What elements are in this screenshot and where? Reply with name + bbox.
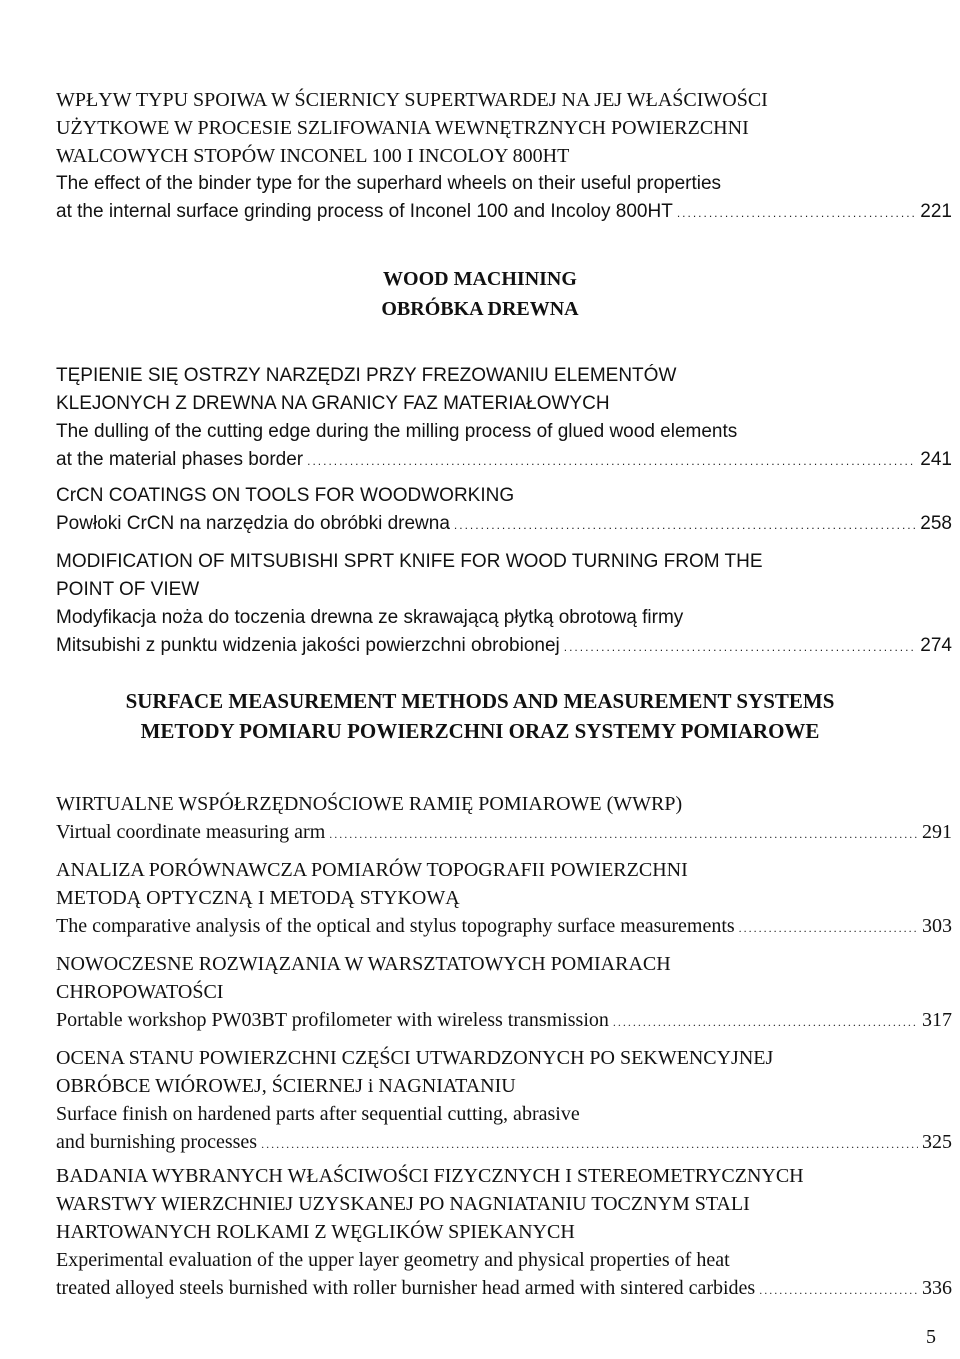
entry-leader-line	[56, 1274, 952, 1304]
page-ref: 336	[922, 1277, 952, 1299]
dot-leader	[739, 914, 918, 942]
entry-leader-line	[56, 510, 952, 539]
page-ref: 241	[920, 449, 952, 470]
entry-leader-line	[56, 1128, 952, 1158]
entry-title-line: The dulling of the cutting edge during the milling process of glued wood elements	[56, 421, 738, 442]
entry-title-line: at the internal surface grinding process of Inconel 100 and Incoloy 800HT	[56, 201, 673, 222]
entry-title-line: Modyfikacja noża do toczenia drewna ze skrawającą płytką obrotową firmy	[56, 607, 684, 628]
dot-leader	[329, 820, 918, 848]
page-ref: 325	[922, 1131, 952, 1153]
entry-title-line: Portable workshop PW03BT profilometer with wireless transmission	[56, 1009, 609, 1031]
page-ref: 291	[922, 821, 952, 843]
toc-entry	[56, 362, 952, 475]
entry-title-line: WALCOWYCH STOPÓW INCONEL 100 I INCOLOY 800HT	[56, 145, 570, 167]
toc-entry	[56, 86, 952, 227]
entry-title-line: at the material phases border	[56, 449, 304, 470]
section-heading	[0, 686, 960, 746]
entry-title-line: CrCN COATINGS ON TOOLS FOR WOODWORKING	[56, 485, 515, 506]
page-number: 5	[926, 1326, 936, 1348]
section-heading-en: SURFACE MEASUREMENT METHODS AND MEASUREMENT SYSTEMS	[125, 689, 835, 713]
page-ref: 317	[922, 1009, 952, 1031]
entry-leader-line	[56, 198, 952, 227]
dot-leader	[759, 1276, 918, 1304]
entry-title-line: ANALIZA PORÓWNAWCZA POMIARÓW TOPOGRAFII POWIERZCHNI	[56, 859, 688, 881]
entry-title-line: Powłoki CrCN na narzędzia do obróbki drewna	[56, 513, 450, 534]
section-heading-pl: OBRÓBKA DREWNA	[381, 298, 579, 320]
dot-leader	[454, 511, 916, 539]
section-heading-en: WOOD MACHINING	[383, 268, 577, 290]
entry-title-line: The effect of the binder type for the superhard wheels on their useful properties	[56, 173, 722, 194]
entry-title-line: Experimental evaluation of the upper layer geometry and physical properties of heat	[56, 1249, 730, 1271]
entry-title-line: BADANIA WYBRANYCH WŁAŚCIWOŚCI FIZYCZNYCH I STEREOMETRYCZNYCH	[56, 1165, 804, 1187]
toc-entry	[56, 790, 952, 848]
entry-title-line: NOWOCZESNE ROZWIĄZANIA W WARSZTATOWYCH POMIARACH	[56, 953, 671, 975]
page-ref: 274	[920, 635, 952, 656]
entry-title-line: WPŁYW TYPU SPOIWA W ŚCIERNICY SUPERTWARDEJ NA JEJ WŁAŚCIWOŚCI	[56, 89, 768, 111]
section-heading	[0, 264, 960, 324]
entry-title-line: MODIFICATION OF MITSUBISHI SPRT KNIFE FOR WOOD TURNING FROM THE	[56, 551, 763, 572]
entry-leader-line	[56, 446, 952, 475]
toc-entry	[56, 1044, 952, 1158]
entry-title-line: treated alloyed steels burnished with roller burnisher head armed with sintered carbides	[56, 1277, 756, 1299]
entry-title-line: Virtual coordinate measuring arm	[56, 821, 326, 843]
entry-title-line: Surface finish on hardened parts after sequential cutting, abrasive	[56, 1103, 580, 1125]
page-ref: 221	[920, 201, 952, 222]
entry-title-line: Mitsubishi z punktu widzenia jakości powierzchni obrobionej	[56, 635, 560, 656]
entry-leader-line	[56, 818, 952, 848]
dot-leader	[677, 199, 916, 227]
entry-leader-line	[56, 1006, 952, 1036]
entry-title-line: WARSTWY WIERZCHNIEJ UZYSKANEJ PO NAGNIATANIU TOCZNYM STALI	[56, 1193, 750, 1215]
entry-title-line: HARTOWANYCH ROLKAMI Z WĘGLIKÓW SPIEKANYCH	[56, 1221, 575, 1243]
toc-entry	[56, 950, 952, 1036]
toc-entry	[56, 1162, 952, 1304]
entry-title-line: WIRTUALNE WSPÓŁRZĘDNOŚCIOWE RAMIĘ POMIAROWE (WWRP)	[56, 793, 683, 815]
entry-title-line: POINT OF VIEW	[56, 579, 200, 600]
entry-leader-line	[56, 632, 952, 661]
dot-leader	[307, 447, 916, 475]
entry-title-line: TĘPIENIE SIĘ OSTRZY NARZĘDZI PRZY FREZOWANIU ELEMENTÓW	[56, 365, 677, 386]
page-ref: 258	[920, 513, 952, 534]
entry-title-line: METODĄ OPTYCZNĄ I METODĄ STYKOWĄ	[56, 887, 460, 909]
dot-leader	[261, 1130, 918, 1158]
section-heading-pl: METODY POMIARU POWIERZCHNI ORAZ SYSTEMY POMIAROWE	[140, 719, 820, 743]
entry-title-line: KLEJONYCH Z DREWNA NA GRANICY FAZ MATERIAŁOWYCH	[56, 393, 610, 414]
entry-title-line: The comparative analysis of the optical and stylus topography surface measurements	[56, 915, 735, 937]
page-ref: 303	[922, 915, 952, 937]
entry-title-line: UŻYTKOWE W PROCESIE SZLIFOWANIA WEWNĘTRZNYCH POWIERZCHNI	[56, 117, 749, 139]
entry-title-line: CHROPOWATOŚCI	[56, 981, 224, 1003]
dot-leader	[564, 633, 917, 661]
toc-entry	[56, 548, 952, 661]
entry-title-line: OBRÓBCE WIÓROWEJ, ŚCIERNEJ i NAGNIATANIU	[56, 1075, 516, 1097]
dot-leader	[613, 1008, 918, 1036]
entry-leader-line	[56, 912, 952, 942]
entry-title-line: and burnishing processes	[56, 1131, 258, 1153]
toc-entry	[56, 856, 952, 942]
toc-entry	[56, 482, 952, 539]
entry-title-line: OCENA STANU POWIERZCHNI CZĘŚCI UTWARDZONYCH PO SEKWENCYJNEJ	[56, 1047, 774, 1069]
